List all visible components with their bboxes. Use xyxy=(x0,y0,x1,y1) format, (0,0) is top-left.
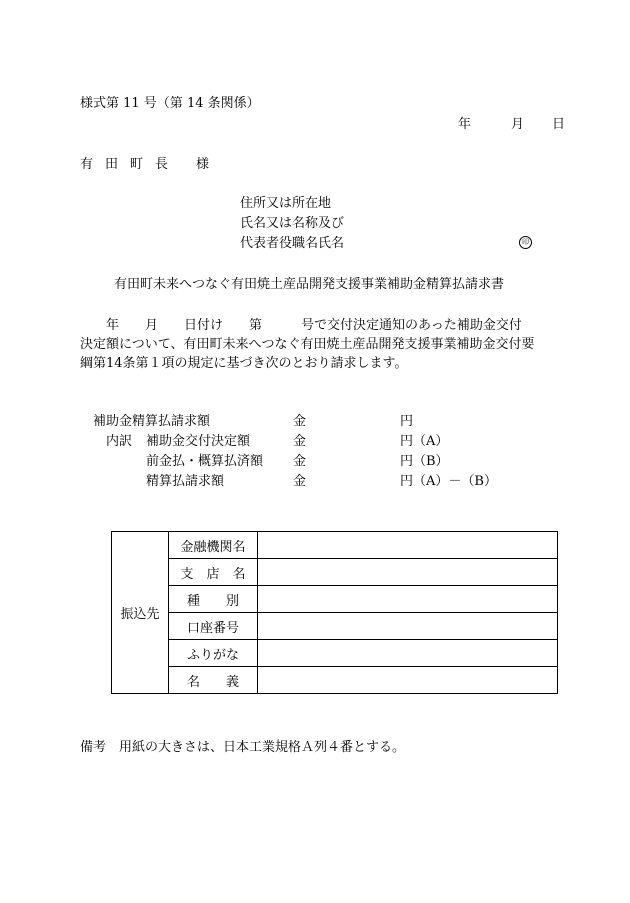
remarks-note: 備考 用紙の大きさは、日本工業規格Ａ列４番とする。 xyxy=(80,740,406,755)
date-year-label: 年 xyxy=(458,117,472,132)
applicant-representative-label: 代表者役職名氏名 xyxy=(240,236,345,251)
account-type-value[interactable] xyxy=(258,586,558,613)
table-row xyxy=(112,532,558,559)
breakdown-label: 内訳 xyxy=(106,434,133,449)
amount-label-prepaid: 前金払・概算払済額 xyxy=(146,454,264,469)
branch-name-value[interactable] xyxy=(258,559,558,586)
amount-unit: 円（A） xyxy=(400,434,449,449)
amount-label-total: 補助金精算払請求額 xyxy=(93,414,211,429)
bank-name-value[interactable] xyxy=(258,532,558,559)
form-number: 様式第 11 号（第 14 条関係） xyxy=(80,96,260,111)
addressee xyxy=(80,157,221,173)
table-row xyxy=(112,640,558,667)
table-row xyxy=(112,559,558,586)
table-row xyxy=(112,586,558,613)
date-day-label: 日 xyxy=(552,117,566,132)
amount-kin: 金 xyxy=(293,454,307,469)
amount-kin: 金 xyxy=(293,474,307,489)
seal-mark: 印 xyxy=(519,236,532,249)
account-type-label: 種 別 xyxy=(169,586,258,613)
applicant-address-label: 住所又は所在地 xyxy=(240,196,332,211)
addressee-honorific: 様 xyxy=(196,157,222,172)
bank-name-label: 金融機関名 xyxy=(169,532,258,559)
body-line: 年 月 日付け 第 号で交付決定通知のあった補助金交付 xyxy=(80,318,522,333)
amount-kin: 金 xyxy=(293,434,307,449)
request-body xyxy=(80,316,558,373)
addressee-name: 有田町長 xyxy=(80,157,181,172)
furigana-value[interactable] xyxy=(258,640,558,667)
document-title: 有田町未来へつなぐ有田焼土産品開発支援事業補助金精算払請求書 xyxy=(114,277,505,292)
account-holder-label: 名 義 xyxy=(169,667,258,694)
applicant-name-label: 氏名又は名称及び xyxy=(240,216,345,231)
account-number-value[interactable] xyxy=(258,613,558,640)
amount-kin: 金 xyxy=(293,414,307,429)
amount-label-settlement: 精算払請求額 xyxy=(146,474,225,489)
table-row xyxy=(112,667,558,694)
account-number-label: 口座番号 xyxy=(169,613,258,640)
body-line: 綱第14条第１項の規定に基づき次のとおり請求します。 xyxy=(80,356,408,371)
branch-name-label: 支 店 名 xyxy=(169,559,258,586)
bank-transfer-table xyxy=(111,531,558,694)
table-row xyxy=(112,613,558,640)
amount-unit: 円（A）－（B） xyxy=(400,474,497,489)
amount-unit: 円 xyxy=(400,414,414,429)
furigana-label: ふりがな xyxy=(169,640,258,667)
transfer-destination-label: 振込先 xyxy=(112,532,169,694)
account-holder-value[interactable] xyxy=(258,667,558,694)
date-month-label: 月 xyxy=(511,117,525,132)
amount-label-decision: 補助金交付決定額 xyxy=(146,434,251,449)
date-line xyxy=(458,117,565,133)
body-line: 決定額について、有田町未来へつなぐ有田焼土産品開発支援事業補助金交付要 xyxy=(80,337,535,352)
amount-unit: 円（B） xyxy=(400,454,449,469)
